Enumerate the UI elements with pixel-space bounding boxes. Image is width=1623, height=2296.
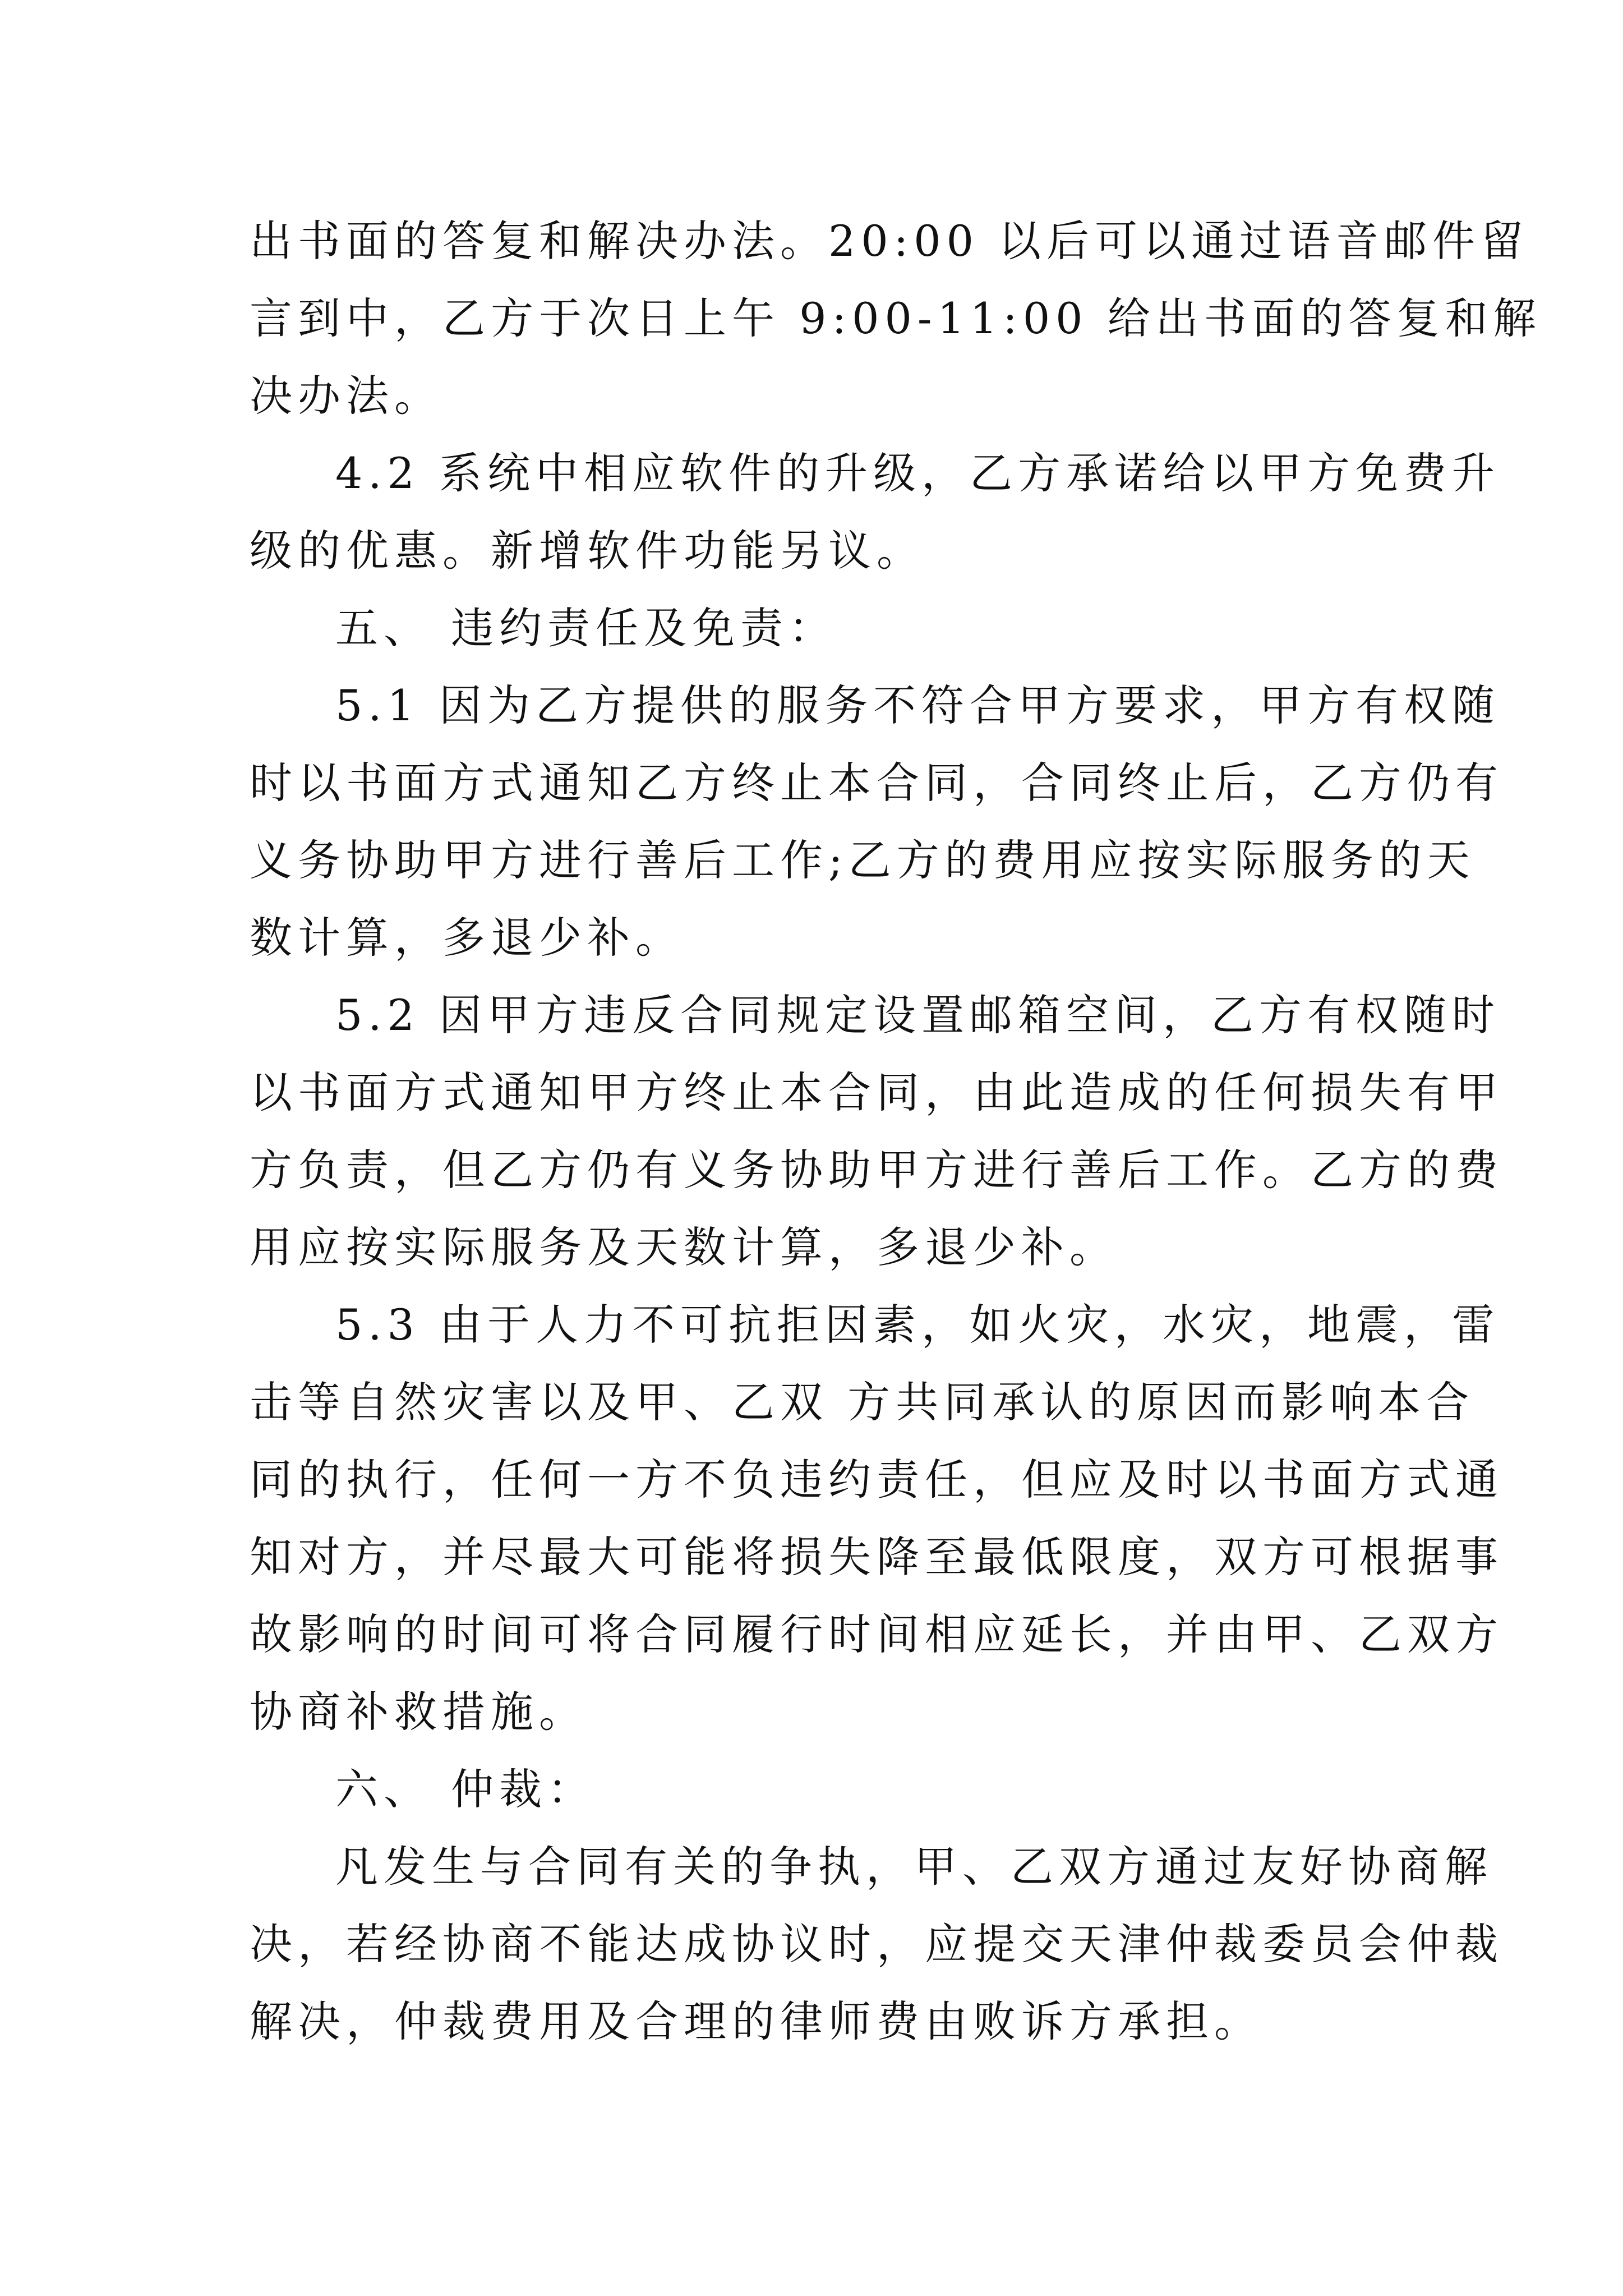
text-line: 解决，仲裁费用及合理的律师费由败诉方承担。	[250, 1996, 1262, 2046]
section-heading: 五、 违约责任及免责：	[335, 603, 837, 653]
text-line: 同的执行，任何一方不负违约责任，但应及时以书面方式通	[250, 1455, 1504, 1504]
text-line: 以书面方式通知甲方终止本合同，由此造成的任何损失有甲	[250, 1068, 1504, 1117]
text-line: 用应按实际服务及天数计算，多退少补。	[250, 1222, 1118, 1272]
text-line: 义务协助甲方进行善后工作;乙方的费用应按实际服务的天	[250, 835, 1476, 885]
section-heading: 六、 仲裁：	[335, 1764, 596, 1814]
text-line: 数计算，多退少补。	[250, 913, 684, 963]
text-line: 决办法。	[250, 371, 442, 421]
text-line: 出书面的答复和解决办法。20:00 以后可以通过语音邮件留	[250, 216, 1529, 266]
text-line: 协商补救措施。	[250, 1687, 587, 1737]
text-line: 时以书面方式通知乙方终止本合同，合同终止后，乙方仍有	[250, 758, 1504, 808]
text-line: 决，若经协商不能达成协议时，应提交天津仲裁委员会仲裁	[250, 1919, 1504, 1969]
text-line: 击等自然灾害以及甲、乙双 方共同承认的原因而影响本合	[250, 1377, 1475, 1427]
text-line: 知对方，并尽最大可能将损失降至最低限度，双方可根据事	[250, 1532, 1504, 1582]
text-line: 5.2 因甲方违反合同规定设置邮箱空间，乙方有权随时	[335, 990, 1501, 1040]
text-line: 凡发生与合同有关的争执，甲、乙双方通过友好协商解	[335, 1842, 1493, 1892]
text-line: 级的优惠。新增软件功能另议。	[250, 526, 925, 576]
text-line: 4.2 系统中相应软件的升级，乙方承诺给以甲方免费升	[335, 448, 1501, 498]
text-line: 5.1 因为乙方提供的服务不符合甲方要求，甲方有权随	[335, 680, 1501, 730]
text-line: 言到中，乙方于次日上午 9:00-11:00 给出书面的答复和解	[250, 293, 1542, 343]
text-line: 5.3 由于人力不可抗拒因素，如火灾，水灾，地震，雷	[335, 1300, 1501, 1350]
text-line: 方负责，但乙方仍有义务协助甲方进行善后工作。乙方的费	[250, 1145, 1504, 1195]
text-line: 故影响的时间可将合同履行时间相应延长，并由甲、乙双方	[250, 1609, 1504, 1659]
